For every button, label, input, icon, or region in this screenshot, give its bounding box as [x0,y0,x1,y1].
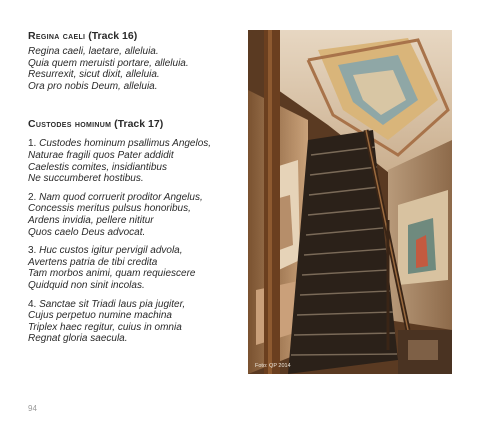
verse-line: Ardens invidia, pellere nititur [28,214,154,226]
verse-text: Sanctae sit Triadi laus pia jugiter, [39,298,186,310]
verse-line [28,192,238,204]
stanza-2 [28,192,238,238]
stanza-1 [28,138,238,184]
verse-line: Ne succumberet hostibus. [28,173,144,185]
verse-line: Quidquid non sinit incolas. [28,279,145,291]
verse-line: Caelestis comites, insidiantibus [28,161,167,173]
stanza-4 [28,299,238,345]
verse-line: Regina caeli, laetare, alleluia. [28,46,159,57]
verse-line: Avertens patria de tibi credita [28,256,158,268]
verse-text: Huc custos igitur pervigil advola, [39,245,183,257]
verse-line: Quia quem meruisti portare, alleluia. [28,57,189,69]
verse-line [28,138,238,150]
verse-line: Quos caelo Deus advocat. [28,226,146,238]
stanza-number: 3. [28,245,37,257]
section-heading [28,30,238,43]
verse-line: Naturae fragili quos Pater addidit [28,149,174,161]
stanza-3 [28,245,238,291]
staircase-illustration [248,30,452,374]
verse-lines [28,46,238,92]
verse-line: Tam morbos animi, quam requiescere [28,268,196,280]
verse-line: Cujus perpetuo numine machina [28,310,172,322]
verse-line: Triplex haec regitur, cuius in omnia [28,321,182,333]
verse-line: Ora pro nobis Deum, alleluia. [28,80,158,92]
track-label: (Track 17) [114,118,164,131]
stanza-number: 4. [28,298,37,310]
verse-line [28,245,238,257]
page-number: 94 [28,404,37,413]
stanza-number: 1. [28,138,37,150]
photo-credit: Foto: QP 2014 [255,363,291,369]
section-title: Custodes hominum [28,118,112,131]
staircase-photo [248,30,452,374]
text-column [28,30,238,345]
verse-text: Nam quod corruerit proditor Angelus, [39,191,203,203]
verse-line: Concessis meritus pulsus honoribus, [28,203,191,215]
track-label: (Track 16) [88,30,138,42]
verse-line [28,299,238,311]
section-heading [28,118,238,131]
section-custodes-hominum [28,118,238,345]
verse-line: Resurrexit, sicut dixit, alleluia. [28,69,160,81]
verse-text: Custodes hominum psallimus Angelos, [39,138,212,150]
verse-line: Regnat gloria saecula. [28,333,128,345]
section-title: Regina caeli [28,30,86,42]
section-regina-caeli [28,30,238,92]
stanza-number: 2. [28,191,37,203]
